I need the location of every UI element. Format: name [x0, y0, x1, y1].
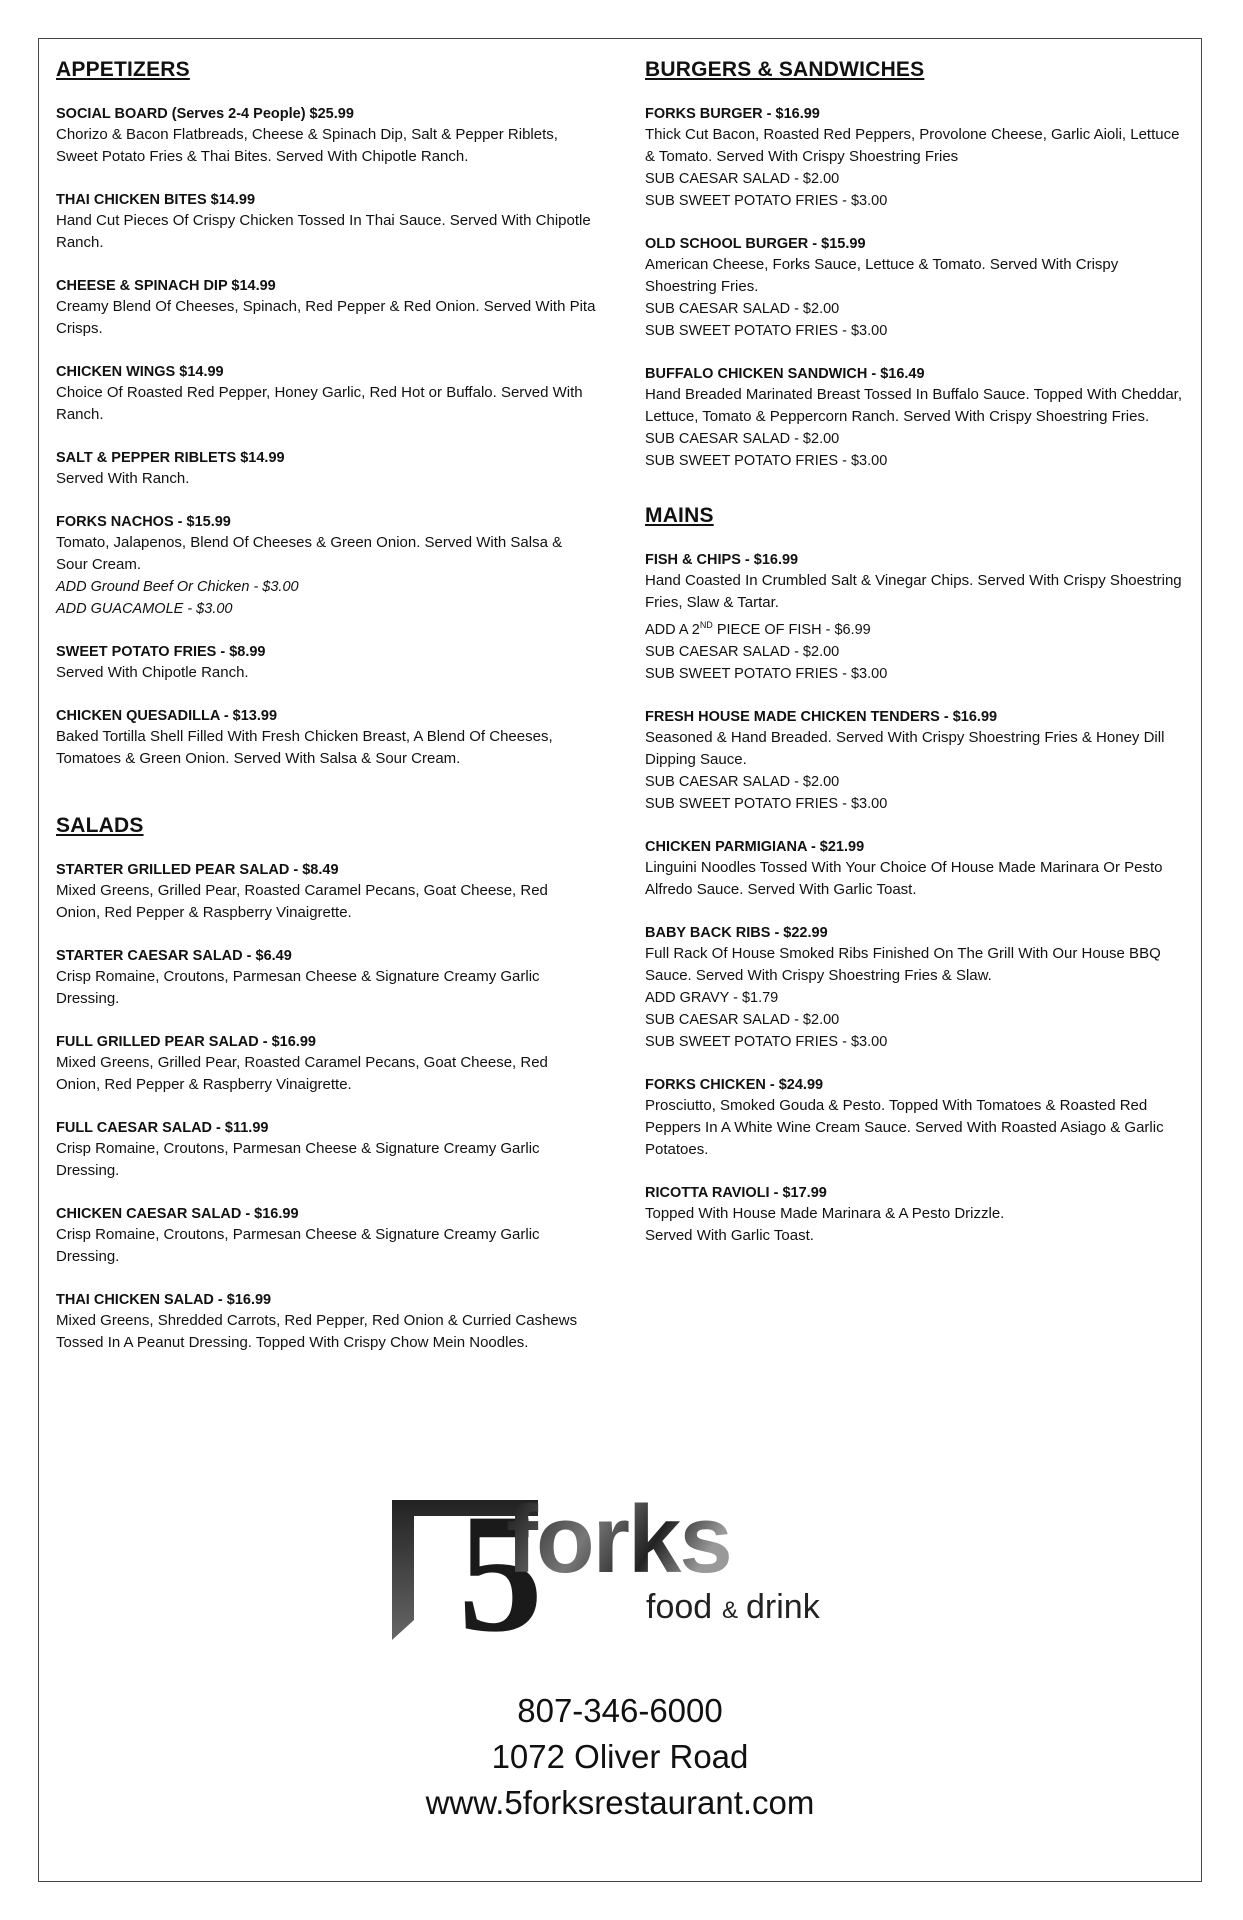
item-sub-option: SUB SWEET POTATO FRIES - $3.00 — [645, 1033, 888, 1050]
item-name: THAI CHICKEN SALAD - $16.99 — [56, 1292, 272, 1308]
item-sub-option: SUB CAESAR SALAD - $2.00 — [645, 171, 840, 187]
menu-item — [56, 1290, 596, 1354]
item-name: FULL GRILLED PEAR SALAD - $16.99 — [56, 1034, 316, 1050]
item-name: FORKS NACHOS - $15.99 — [56, 514, 231, 530]
item-name: FORKS CHICKEN - $24.99 — [645, 1076, 824, 1093]
item-description: Choice Of Roasted Red Pepper, Honey Garlic, Red Hot or Buffalo. Served With Ranch. — [56, 384, 583, 423]
menu-item — [56, 1118, 596, 1182]
menu-item — [56, 512, 596, 620]
logo-tagline-amp: & — [722, 1597, 739, 1624]
menu-item — [56, 448, 596, 490]
item-name: FISH & CHIPS - $16.99 — [645, 552, 799, 568]
item-name: OLD SCHOOL BURGER - $15.99 — [645, 236, 866, 252]
item-name: CHICKEN QUESADILLA - $13.99 — [56, 708, 278, 724]
item-sub-option: SUB CAESAR SALAD - $2.00 — [645, 643, 840, 660]
logo-number: 5 — [458, 1480, 543, 1660]
item-sub-option: SUB CAESAR SALAD - $2.00 — [645, 1011, 840, 1028]
item-sub-option: SUB SWEET POTATO FRIES - $3.00 — [645, 193, 888, 209]
item-description: Hand Coasted In Crumbled Salt & Vinegar Chips. Served With Crispy Shoestring Fries, Slaw & Tartar. — [645, 572, 1182, 611]
item-name: STARTER CAESAR SALAD - $6.49 — [56, 948, 292, 964]
right-column — [645, 58, 1185, 1269]
menu-item — [645, 1075, 1185, 1161]
item-description: Crisp Romaine, Croutons, Parmesan Cheese & Signature Creamy Garlic Dressing. — [56, 1140, 540, 1179]
item-description: Prosciutto, Smoked Gouda & Pesto. Topped With Tomatoes & Roasted Red Peppers In A White Wine Cream Sauce. Served With Roasted Asiago & Garlic Potatoes. — [645, 1096, 1164, 1158]
menu-item — [56, 1032, 596, 1096]
item-description: Linguini Noodles Tossed With Your Choice Of House Made Marinara Or Pesto Alfredo Sauce. Served With Garlic Toast. — [645, 858, 1163, 898]
item-sub-option: SUB SWEET POTATO FRIES - $3.00 — [645, 795, 888, 812]
item-addon: ADD Ground Beef Or Chicken - $3.00 — [56, 579, 299, 595]
item-name: SALT & PEPPER RIBLETS $14.99 — [56, 450, 285, 466]
menu-item — [645, 707, 1185, 815]
item-description: Crisp Romaine, Croutons, Parmesan Cheese & Signature Creamy Garlic Dressing. — [56, 968, 540, 1007]
item-sub-option: SUB CAESAR SALAD - $2.00 — [645, 773, 840, 790]
item-description: Served With Garlic Toast. — [645, 1226, 814, 1244]
menu-item — [56, 190, 596, 254]
menu-item — [56, 104, 596, 168]
contact-phone: 807-346-6000 — [517, 1692, 723, 1729]
menu-item — [56, 642, 596, 684]
restaurant-logo — [388, 1480, 848, 1660]
logo-tagline-1: food — [646, 1588, 713, 1626]
menu-item — [645, 104, 1185, 212]
section-title-mains: MAINS — [645, 504, 714, 527]
item-addon: ADD A 2ND PIECE OF FISH - $6.99 — [645, 620, 871, 638]
item-description: Thick Cut Bacon, Roasted Red Peppers, Provolone Cheese, Garlic Aioli, Lettuce & Tomato. Served With Crispy Shoestring Fries — [645, 126, 1180, 165]
left-column — [56, 58, 596, 1376]
item-name: FULL CAESAR SALAD - $11.99 — [56, 1120, 269, 1136]
item-description: Creamy Blend Of Cheeses, Spinach, Red Pepper & Red Onion. Served With Pita Crisps. — [56, 298, 596, 337]
item-name: CHICKEN CAESAR SALAD - $16.99 — [56, 1206, 299, 1222]
item-name: THAI CHICKEN BITES $14.99 — [56, 192, 256, 208]
contact-website[interactable]: www.5forksrestaurant.com — [425, 1784, 815, 1821]
item-description: Baked Tortilla Shell Filled With Fresh Chicken Breast, A Blend Of Cheeses, Tomatoes & Green Onion. Served With Salsa & Sour Cream. — [56, 728, 553, 767]
menu-item — [645, 234, 1185, 342]
item-name: STARTER GRILLED PEAR SALAD - $8.49 — [56, 862, 339, 878]
logo-wordmark: forks — [506, 1486, 731, 1593]
menu-item — [645, 923, 1185, 1053]
item-addon: ADD GUACAMOLE - $3.00 — [56, 601, 233, 617]
item-description: Mixed Greens, Shredded Carrots, Red Pepper, Red Onion & Curried Cashews Tossed In A Peanut Dressing. Topped With Crispy Chow Mein Noodles. — [56, 1312, 578, 1351]
item-name: CHICKEN WINGS $14.99 — [56, 364, 224, 380]
item-description: Chorizo & Bacon Flatbreads, Cheese & Spinach Dip, Salt & Pepper Riblets, Sweet Potato Fries & Thai Bites. Served With Chipotle Ranch. — [56, 126, 558, 165]
section-title-appetizers: APPETIZERS — [56, 58, 190, 81]
item-name: FORKS BURGER - $16.99 — [645, 106, 820, 122]
item-sub-option: SUB SWEET POTATO FRIES - $3.00 — [645, 665, 888, 682]
section-title-burgers: BURGERS & SANDWICHES — [645, 58, 925, 81]
menu-item — [645, 1183, 1185, 1247]
item-description: Full Rack Of House Smoked Ribs Finished On The Grill With Our House BBQ Sauce. Served With Crispy Shoestring Fries & Slaw. — [645, 944, 1161, 984]
menu-item — [645, 837, 1185, 901]
item-name: FRESH HOUSE MADE CHICKEN TENDERS - $16.99 — [645, 708, 998, 725]
item-addon: ADD GRAVY - $1.79 — [645, 989, 779, 1006]
section-title-salads: SALADS — [56, 814, 144, 837]
logo-tagline-2: drink — [746, 1588, 820, 1626]
item-sub-option: SUB CAESAR SALAD - $2.00 — [645, 301, 840, 317]
item-description: Hand Cut Pieces Of Crispy Chicken Tossed In Thai Sauce. Served With Chipotle Ranch. — [56, 212, 591, 251]
item-description: Mixed Greens, Grilled Pear, Roasted Caramel Pecans, Goat Cheese, Red Onion, Red Pepper & Raspberry Vinaigrette. — [56, 1054, 548, 1093]
menu-item — [56, 1204, 596, 1268]
item-description: American Cheese, Forks Sauce, Lettuce & Tomato. Served With Crispy Shoestring Fries. — [645, 256, 1119, 295]
item-name: RICOTTA RAVIOLI - $17.99 — [645, 1184, 827, 1201]
menu-item — [56, 860, 596, 924]
item-sub-option: SUB SWEET POTATO FRIES - $3.00 — [645, 323, 888, 339]
menu-item — [56, 946, 596, 1010]
item-description: Hand Breaded Marinated Breast Tossed In Buffalo Sauce. Topped With Cheddar, Lettuce, Tomato & Peppercorn Ranch. Served With Crispy Shoestring Fries. — [645, 386, 1183, 425]
item-sub-option: SUB CAESAR SALAD - $2.00 — [645, 431, 840, 447]
item-sub-option: SUB SWEET POTATO FRIES - $3.00 — [645, 453, 888, 469]
menu-item — [56, 276, 596, 340]
item-description: Topped With House Made Marinara & A Pesto Drizzle. — [645, 1204, 1005, 1222]
menu-item — [56, 706, 596, 770]
item-description: Served With Chipotle Ranch. — [56, 664, 249, 681]
item-name: CHEESE & SPINACH DIP $14.99 — [56, 278, 276, 294]
item-description: Mixed Greens, Grilled Pear, Roasted Caramel Pecans, Goat Cheese, Red Onion, Red Pepper & Raspberry Vinaigrette. — [56, 882, 548, 921]
contact-address: 1072 Oliver Road — [491, 1738, 749, 1775]
item-description: Seasoned & Hand Breaded. Served With Crispy Shoestring Fries & Honey Dill Dipping Sauce. — [645, 728, 1165, 768]
item-description: Crisp Romaine, Croutons, Parmesan Cheese & Signature Creamy Garlic Dressing. — [56, 1226, 540, 1265]
menu-item — [56, 362, 596, 426]
item-name: BABY BACK RIBS - $22.99 — [645, 924, 828, 941]
item-name: SWEET POTATO FRIES - $8.99 — [56, 644, 266, 660]
item-description: Served With Ranch. — [56, 470, 190, 487]
item-name: BUFFALO CHICKEN SANDWICH - $16.49 — [645, 366, 925, 382]
menu-item — [645, 550, 1185, 685]
item-name: CHICKEN PARMIGIANA - $21.99 — [645, 838, 865, 855]
item-description: Tomato, Jalapenos, Blend Of Cheeses & Green Onion. Served With Salsa & Sour Cream. — [56, 534, 563, 573]
menu-item — [645, 364, 1185, 472]
item-name: SOCIAL BOARD (Serves 2-4 People) $25.99 — [56, 106, 354, 122]
